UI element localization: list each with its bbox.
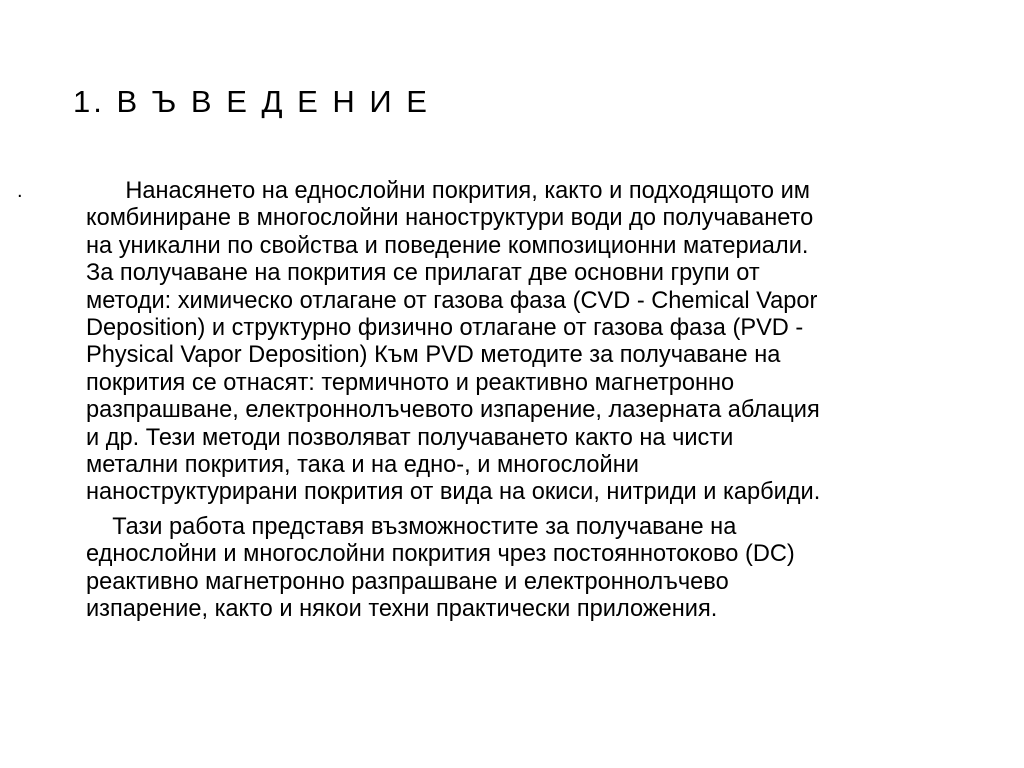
paragraph-1-line: наноструктурирани покрития от вида на окиси, нитриди и карбиди. [86, 479, 821, 506]
paragraph-2-line: Тази работа представя възможностите за получаване на [86, 513, 737, 540]
bullet-marker: . [17, 180, 23, 202]
paragraph-1-line: Physical Vapor Deposition) Към PVD методите за получаване на [86, 342, 781, 369]
paragraph-1-line: За получаване на покрития се прилагат две основни групи от [86, 260, 760, 287]
slide-title: 1. В Ъ В Е Д Е Н И Е [73, 84, 430, 119]
paragraph-1-line: на уникални по свойства и поведение композиционни материали. [86, 232, 809, 259]
paragraph-1-line: метални покрития, така и на едно-, и многослойни [86, 452, 639, 479]
paragraph-1-line: методи: химическо отлагане от газова фаза (CVD - Chemical Vapor [86, 287, 818, 314]
paragraph-1-line: Нанасянето на еднослойни покрития, както и подходящото им [86, 178, 811, 204]
paragraph-1-line: Deposition) и структурно физично отлагане от газова фаза (PVD - [86, 315, 804, 342]
paragraph-2-line: еднослойни и многослойни покрития чрез постояннотоково (DC) [86, 541, 795, 568]
slide-body [86, 178, 976, 624]
paragraph-1-line: покрития се отнасят: термичното и реактивно магнетронно [86, 369, 735, 396]
paragraph-1-line: комбиниране в многослойни наноструктури води до получаването [86, 205, 814, 232]
paragraph-1-line: разпрашване, електроннолъчевото изпарение, лазерната аблация [86, 397, 820, 424]
paragraph-2 [86, 514, 976, 624]
paragraph-1 [86, 178, 976, 507]
paragraph-1-line: и др. Тези методи позволяват получаването както на чисти [86, 424, 734, 451]
paragraph-2-line: реактивно магнетронно разпрашване и електроннолъчево [86, 568, 729, 595]
paragraph-2-line: изпарение, както и някои техни практически приложения. [86, 596, 718, 623]
